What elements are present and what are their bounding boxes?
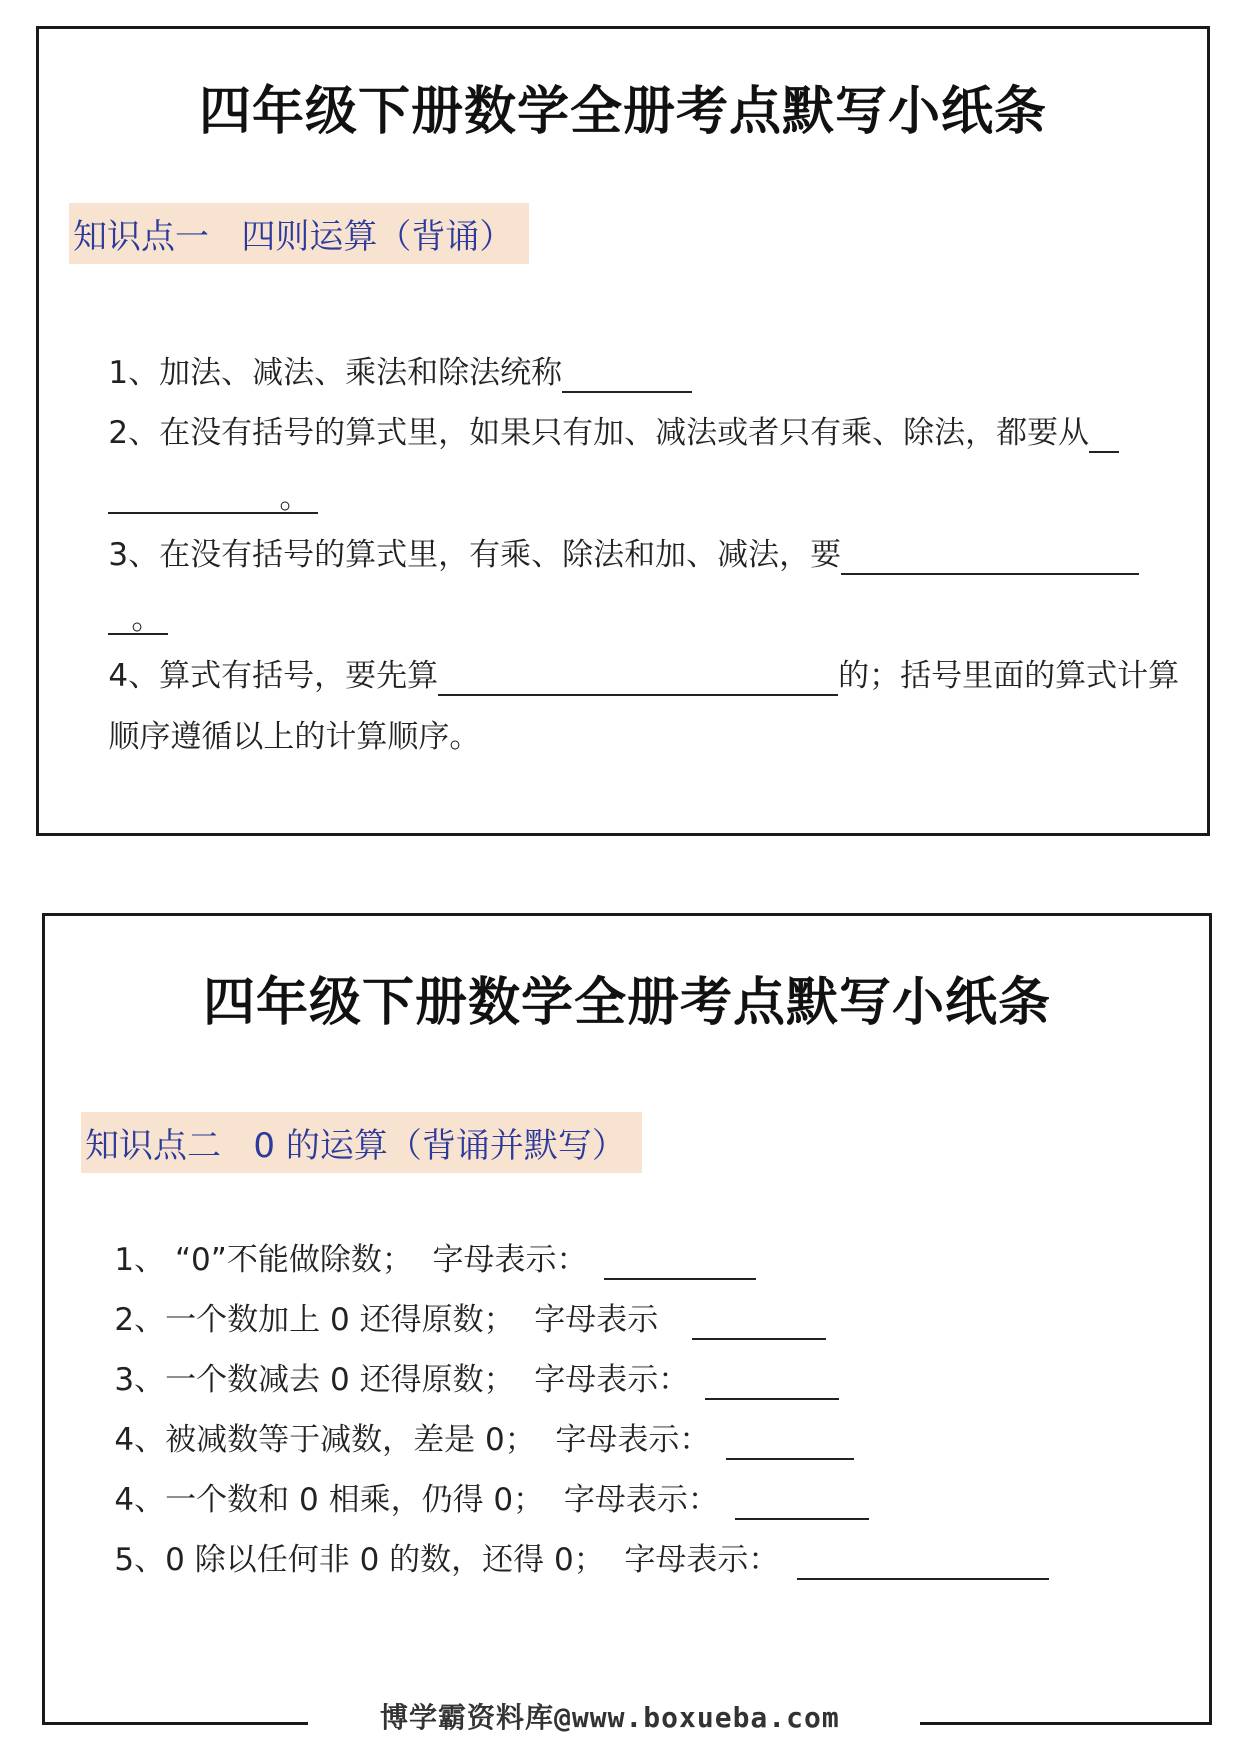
watermark-text: 博学霸资料库@www.boxueba.com <box>380 1701 840 1734</box>
question-text: 4、一个数和 0 相乘，仍得 0； 字母表示： <box>114 1482 719 1518</box>
question-text: 2、在没有括号的算式里，如果只有加、减法或者只有乘、除法，都要从 <box>108 415 1090 451</box>
card-title: 四年级下册数学全册考点默写小纸条 <box>198 81 1047 142</box>
question-text: 1、 “0”不能做除数； 字母表示： <box>114 1242 588 1278</box>
footer-rule-left <box>42 1722 308 1725</box>
note-card-1 <box>36 26 1210 836</box>
question-text: 3、一个数减去 0 还得原数； 字母表示： <box>114 1362 690 1398</box>
period-mark: 。 <box>131 601 163 637</box>
footer-rule-right <box>932 1722 1212 1725</box>
question-text: 4、算式有括号，要先算 <box>108 658 439 694</box>
question-text: 1、加法、减法、乘法和除法统称 <box>108 355 563 391</box>
question-3 <box>69 495 1139 615</box>
knowledge-point-heading: 知识点一 四则运算（背诵） <box>69 203 529 264</box>
answer-blank[interactable] <box>797 1548 1049 1580</box>
question-4-continued <box>69 677 480 797</box>
question-text: 4、被减数等于减数，差是 0； 字母表示： <box>114 1422 711 1458</box>
question-text-tail: 的；括号里面的算式计算 <box>838 658 1180 694</box>
question-text: 顺序遵循以上的计算顺序。 <box>108 719 481 755</box>
answer-blank[interactable] <box>438 664 838 696</box>
question-text: 2、一个数加上 0 还得原数； 字母表示 <box>114 1302 659 1338</box>
question-text: 5、0 除以任何非 0 的数，还得 0； 字母表示： <box>114 1542 780 1578</box>
knowledge-point-heading: 知识点二 0 的运算（背诵并默写） <box>81 1112 642 1173</box>
question-text: 3、在没有括号的算式里，有乘、除法和加、减法，要 <box>108 537 842 573</box>
card-title: 四年级下册数学全册考点默写小纸条 <box>202 972 1051 1033</box>
answer-blank[interactable] <box>1089 421 1119 453</box>
note-card-2 <box>42 913 1212 1725</box>
answer-blank[interactable] <box>841 543 1139 575</box>
question-6 <box>75 1500 1049 1620</box>
period-mark: 。 <box>279 480 311 516</box>
